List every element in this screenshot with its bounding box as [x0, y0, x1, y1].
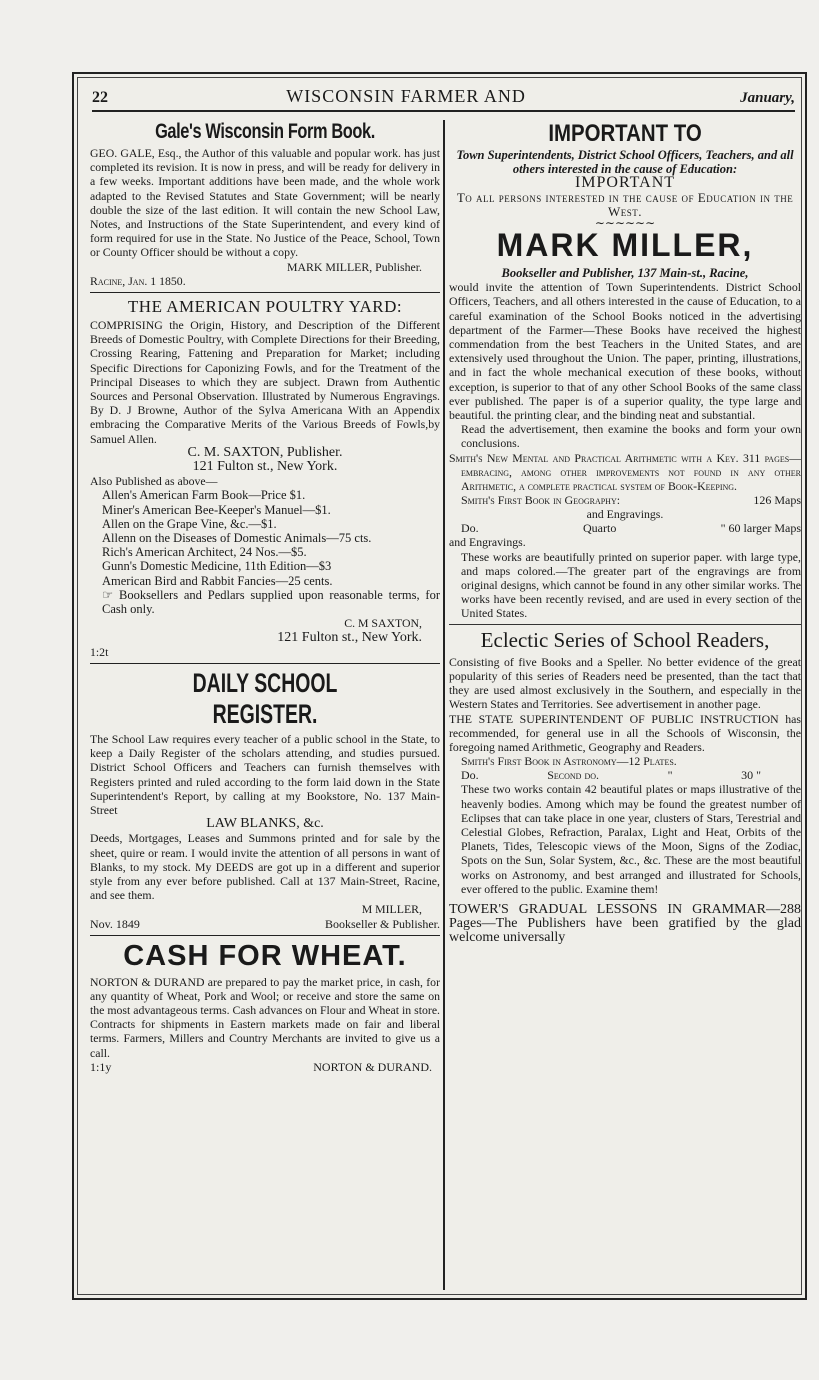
gale-heading: Gale's Wisconsin Form Book. — [155, 120, 375, 143]
poultry-item: Miner's American Bee-Keeper's Manuel—$1. — [102, 502, 331, 517]
poultry-item: Allenn on the Diseases of Domestic Animals—75 cts. — [102, 531, 372, 546]
poultry-item: Rich's American Architect, 24 Nos.—$5. — [102, 545, 307, 560]
daily-body: The School Law requires every teacher of a public school in the State, to keep a Daily Register of the scholars attending, and studies pursued. District School Officers and Teachers can furnish themselves with Registers printed and ruled according to the form laid down in the State Superintendent's Report, by calling at my Bookstore, No. 137 Main-Street — [90, 731, 440, 817]
miller-subtitle: Bookseller and Publisher, 137 Main-st., Racine, — [501, 266, 749, 281]
geography-maps: 126 Maps — [753, 493, 801, 508]
poultry-publisher-address: 121 Fulton st., New York. — [192, 459, 338, 475]
gale-body: GEO. GALE, Esq., the Author of this valuable and popular work. has just completed its revision. It is now in press, and will be ready for delivery in a few weeks. Important additions have been made, and the whole work adapted to the Revised Statutes and State Government; will be nearly double the size of the last edition. It will contain the new School Law, Notes, and Instructions of the State Superintendent, and every kind of form required for use in the State. No Justice of the Peace, School, Town or County Officer should be without a copy. — [90, 146, 440, 260]
newspaper-page — [72, 72, 807, 1300]
poultry-publisher-name: C. M. SAXTON, Publisher. — [187, 444, 343, 460]
eclectic-body-3: These two works contain 42 beautiful plates or maps illustrative of the heavenly bodies. Among which may be found the greatest number of Eclipses that can take place in one year, clusters of Stars, Terestrial and Celestial Globes, Refraction, Paralax, Light and Heat, Orbits of the Planets, Tides, Telescopic views of the Moon, Signs of the Zodiac, Spots on the Sun, Solar System, &c., &c. These are the most beautiful works on Astronomy, and best arranged and illustrated for Schools, ever offered to the public. Examine them! — [461, 782, 801, 896]
gale-advertisement — [90, 120, 440, 288]
law-blanks-heading: LAW BLANKS, &c. — [206, 816, 324, 832]
miller-body-3: These works are beautifully printed on superior paper. with large type, and maps colored.—The greater part of the engravings are from original designs, which cannot be found in any other similar works. The works have been recently revised, and are used in every section of the United States. — [461, 549, 801, 621]
section-rule — [449, 624, 801, 625]
daily-footer — [90, 917, 440, 931]
quarto-maps: " 60 larger Maps — [720, 521, 801, 536]
astronomy-do: Do. — [461, 768, 479, 783]
column-divider — [443, 120, 445, 1290]
cash-heading: CASH FOR WHEAT. — [123, 939, 407, 972]
section-rule — [90, 935, 440, 936]
section-rule — [90, 663, 440, 664]
mark-miller-advertisement — [449, 227, 801, 621]
poultry-sig-name: C. M SAXTON, — [344, 616, 422, 631]
left-column — [90, 120, 440, 1290]
poultry-body: COMPRISING the Origin, History, and Description of the Different Breeds of Domestic Poultry, with Complete Directions for their Breeding, Crossing Rearing, Fattening and Preparation for Market; including Specific Directions for Caponizing Fowls, and for the Treatment of the Principal Diseases to which they are subject. Drawn from Authentic Sources and Personal Observation. Illustrated by Numerous Engravings. By D. J Browne, Author of the Sylva Americana With an Appendix embracing the Comparative Merits of the Various Breeds of Fowls,by Samuel Allen. — [90, 318, 440, 446]
cash-body: NORTON & DURAND are prepared to pay the market price, in cash, for any quantity of Wheat, Pork and Wool; or receive and store the same on the most advantageous terms. Cash advances on Flour and Wheat in store. — [90, 974, 440, 1017]
poultry-heading: THE AMERICAN POULTRY YARD: — [127, 297, 403, 317]
miller-body: would invite the attention of Town Superintendents. District School Officers, Teachers, and all others interested in the cause of Education, to a careful examination of the School Books noticed in the advertising department of the Farmer—These Books have received the highest commendation from the best Teachers in the United States, and are extensively used throughout the Union. The paper, printing, illustrations, and in fact the whole mechanical execution of these books, without exception, is superior to that of any other School Books of the same class ever published. The paper is of a superior quality, the type large and beautiful. the printing clear, and the binding neat and substantial. — [449, 280, 801, 423]
quarto-line — [449, 521, 801, 535]
daily-sig-name: M MILLER, — [361, 902, 422, 917]
astronomy-second: Second do. — [547, 768, 600, 783]
towers-grammar: TOWER'S GRADUAL LESSONS IN GRAMMAR—288 Pages—The Publishers have been gratified by the glad welcome universally — [449, 901, 801, 946]
page-header — [92, 86, 795, 112]
miller-body-2: Read the advertisement, then examine the books and form your own conclusions. — [461, 422, 801, 451]
quarto-do: Do. — [461, 521, 479, 536]
poultry-item: Allen's American Farm Book—Price $1. — [102, 488, 306, 503]
important-notice — [449, 120, 801, 219]
eclectic-advertisement — [449, 628, 801, 946]
geography-sub: and Engravings. — [586, 507, 664, 522]
poultry-item: Allen on the Grape Vine, &c.—$1. — [102, 516, 277, 531]
page-month: January, — [740, 90, 795, 106]
miller-heading: MARK MILLER, — [496, 227, 754, 264]
important-heading-2: IMPORTANT — [574, 174, 676, 192]
short-rule — [605, 899, 645, 900]
smith-arithmetic: Smith's New Mental and Practical Arithmetic with a Key. 311 pages—embracing, among other improvements not found in any other Arithmetic, a complete practical system of Book-Keeping. — [449, 450, 801, 494]
astronomy-line-2 — [449, 768, 801, 782]
astronomy-ditto: " — [667, 768, 673, 783]
cash-footer — [90, 1060, 440, 1074]
poultry-item: Gunn's Domestic Medicine, 11th Edition—$3 — [102, 559, 332, 574]
astronomy-line-1: Smith's First Book in Astronomy—12 Plates. — [461, 754, 677, 769]
eclectic-heading: Eclectic Series of School Readers, — [480, 627, 770, 652]
important-line-2: To all persons interested in the cause of Education in the West. — [456, 189, 794, 219]
daily-register-advertisement — [90, 668, 440, 931]
important-subtitle: Town Superintendents, District School Officers, Teachers, and all others interested in the cause of Education: — [456, 148, 794, 177]
law-blanks-body: Deeds, Mortgages, Leases and Summons printed and for sale by the sheet, quire or ream. I would invite the attention of all persons in want of Blanks, to my stock. My DEEDS are got up in a different and superior style from any ever before published. Call at 137 Main-Street, Racine, and see them. — [90, 831, 440, 903]
poultry-code: 1:2t — [90, 644, 109, 659]
daily-date: Nov. 1849 — [90, 916, 140, 931]
cash-signature: NORTON & DURAND. — [313, 1059, 432, 1074]
poultry-advertisement — [90, 297, 440, 659]
gale-signature: MARK MILLER, Publisher. — [286, 259, 422, 274]
daily-sig-title: Bookseller & Publisher. — [325, 916, 440, 931]
cash-for-wheat-advertisement — [90, 940, 440, 1074]
gale-dateline: Racine, Jan. 1 1850. — [90, 273, 186, 288]
important-heading: IMPORTANT TO — [548, 120, 702, 147]
poultry-item: American Bird and Rabbit Fancies—25 cents. — [102, 573, 333, 588]
poultry-sig-address: 121 Fulton st., New York. — [277, 629, 422, 645]
right-column — [449, 120, 801, 1290]
quarto-sub: and Engravings. — [449, 535, 526, 550]
quarto-label: Quarto — [583, 521, 617, 536]
poultry-item: ☞ Booksellers and Pedlars supplied upon reasonable terms, for Cash only. — [102, 587, 440, 617]
geography-line — [449, 493, 801, 507]
astronomy-plates: 30 " — [741, 768, 761, 783]
cash-body-2: Contracts for shipments in Eastern markets made on fair and liberal terms. Farmers, Millers and Country Merchants are invited to give us a call. — [90, 1017, 440, 1060]
ornament-divider: ∼∼∼∼∼∼ — [594, 216, 656, 231]
running-title: WISCONSIN FARMER AND — [286, 86, 526, 106]
eclectic-body: Consisting of five Books and a Speller. No better evidence of the great popularity of this series of Readers need be presented, than the tact that they are used almost exclusively in the Southern, and especially in the Western States and Territories. See advertisement in another page. — [449, 654, 801, 712]
section-rule — [90, 292, 440, 293]
page-number: 22 — [92, 89, 108, 106]
geography-title: Smith's First Book in Geography: — [461, 493, 621, 508]
poultry-also: Also Published as above— — [90, 474, 218, 489]
eclectic-body-2: THE STATE SUPERINTENDENT OF PUBLIC INSTRUCTION has recommended, for general use in all the Schools of Wisconsin, the foregoing named Arithmetic, Geography and Readers. — [449, 711, 801, 754]
cash-code: 1:1y — [90, 1059, 112, 1074]
daily-heading: DAILY SCHOOL REGISTER. — [192, 667, 338, 729]
